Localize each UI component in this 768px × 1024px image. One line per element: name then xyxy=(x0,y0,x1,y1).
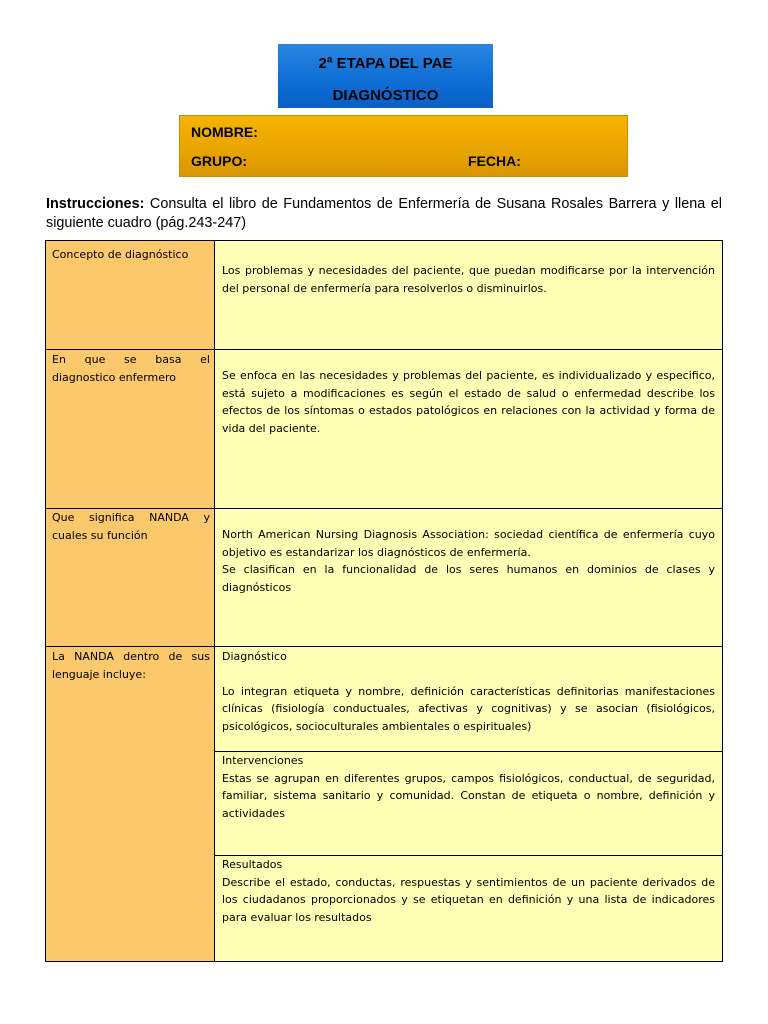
title-line-1: 2ª ETAPA DEL PAE xyxy=(318,55,453,72)
question-base-diagnostico: En que se basa el diagnostico enfermero xyxy=(52,353,210,384)
instructions-label: Instrucciones: xyxy=(46,196,145,212)
grupo-label: GRUPO: xyxy=(191,153,247,169)
row-divider xyxy=(46,646,215,647)
answer-nanda xyxy=(215,509,722,647)
answer-intervenciones xyxy=(215,752,722,856)
diagnosis-table xyxy=(45,240,723,962)
answer-nanda-line2: Se clasifican en la funcionalidad de los seres humanos en dominios de clases y diagnósticos xyxy=(222,563,715,594)
title-banner xyxy=(278,44,493,108)
answer-diagnostico-text: Lo integran etiqueta y nombre, definición características definitorias manifestaciones clínicas (fisiología conductuales, afectivas y cognitivas) y se asocian (fisiológicos, psicológicos, socioculturales ambientales o espirituales) xyxy=(222,684,715,733)
answer-intervenciones-heading: Intervenciones xyxy=(222,754,304,767)
answer-base-diagnostico xyxy=(215,350,722,509)
instructions xyxy=(46,195,722,233)
answer-resultados-heading: Resultados xyxy=(222,858,283,871)
question-concepto: Concepto de diagnóstico xyxy=(52,248,189,261)
answer-concepto-text: Los problemas y necesidades del paciente, que puedan modificarse por la intervención del personal de enfermería para resolverlos o disminuirlos. xyxy=(222,264,715,295)
nombre-label: NOMBRE: xyxy=(191,124,258,140)
answer-diagnostico-heading: Diagnóstico xyxy=(222,650,287,663)
instructions-text: Consulta el libro de Fundamentos de Enfermería de Susana Rosales Barrera y llena el siguiente cuadro (pág.243-247) xyxy=(46,196,722,231)
answer-nanda-line1: North American Nursing Diagnosis Association: sociedad científica de enfermería cuyo objetivo es estandarizar los diagnósticos de enfermería. xyxy=(222,528,715,559)
answer-resultados xyxy=(215,856,722,961)
student-info-box xyxy=(179,115,628,177)
question-nanda: Que significa NANDA y cuales su función xyxy=(52,511,210,542)
answer-intervenciones-text: Estas se agrupan en diferentes grupos, campos fisiológicos, conductual, de seguridad, familiar, sistema sanitario y comunidad. Constan de etiqueta o nombre, definición y actividades xyxy=(222,771,715,820)
answer-concepto xyxy=(215,241,722,350)
title-line-2: DIAGNÓSTICO xyxy=(332,87,439,104)
row-divider xyxy=(46,349,215,350)
question-lenguaje: La NANDA dentro de sus lenguaje incluye: xyxy=(52,650,210,681)
answer-base-diagnostico-text: Se enfoca en las necesidades y problemas del paciente, es individualizado y especifico, está sujeto a modificaciones es según el estado de salud o enfermedad describe los efectos de los síntomas o estados patológicos en relaciones con la actividad y forma de vida del paciente. xyxy=(222,369,715,435)
answer-resultados-text: Describe el estado, conductas, respuestas y sentimientos de un paciente derivados de los ciudadanos proporcionados y se etiquetan en definición y una lista de indicadores para evaluar los resultados xyxy=(222,875,715,924)
answer-diagnostico xyxy=(215,647,722,752)
fecha-label: FECHA: xyxy=(468,153,521,169)
